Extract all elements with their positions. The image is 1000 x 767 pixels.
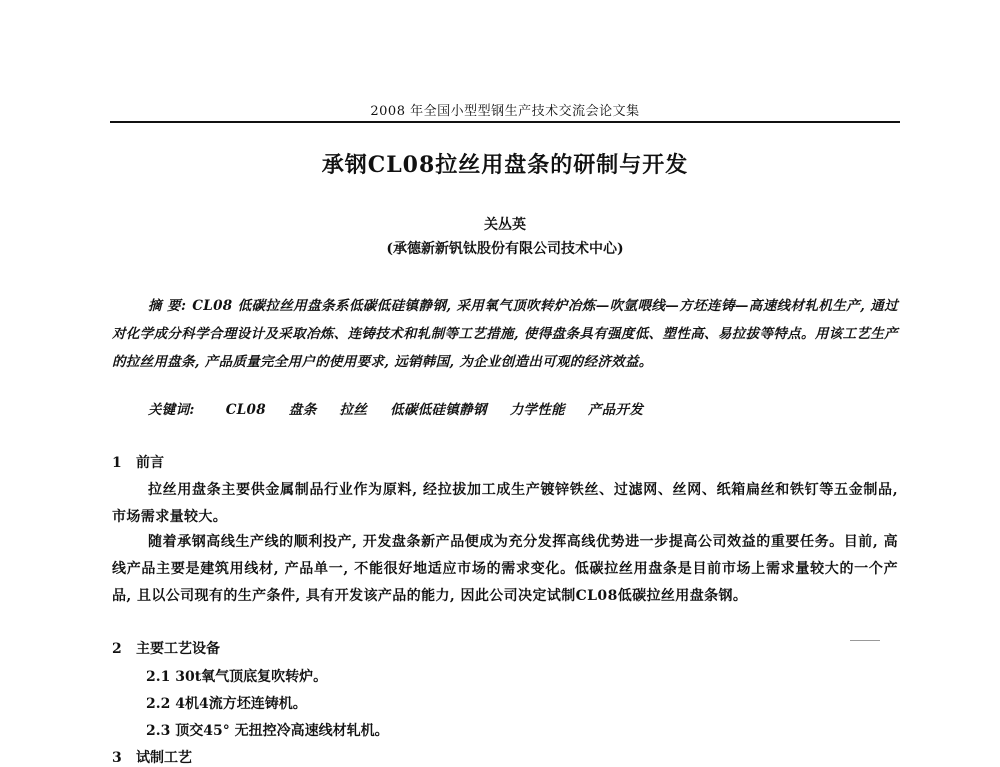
equipment-item: 2.3 顶交45° 无扭控冷高速线材轧机。	[146, 723, 389, 739]
section-title: 前言	[136, 455, 164, 471]
section-number: 2	[112, 641, 122, 657]
author-affiliation: (承德新新钒钛股份有限公司技术中心)	[386, 241, 624, 257]
abstract	[112, 292, 898, 376]
section-heading	[112, 638, 220, 658]
keyword: 拉丝	[339, 402, 368, 418]
keywords	[148, 398, 898, 418]
keywords-label: 关键词:	[148, 402, 195, 418]
header-rule	[110, 121, 900, 123]
section-title: 试制工艺	[136, 750, 192, 766]
paragraph: 随着承钢高线生产线的顺利投产, 开发盘条新产品便成为充分发挥高线优势进一步提高公司效益的重要任务。目前, 高线产品主要是建筑用线材, 产品单一, 不能很好地适应市场的需求变化。低碳拉丝用盘条是目前市场上需求量较大的一个产品, 且以公司现有的生产条件, 具有开发该产品的能力, 因此公司决定试制CL08低碳拉丝用盘条钢。	[112, 534, 898, 604]
section-heading	[112, 747, 192, 767]
paragraph: 拉丝用盘条主要供金属制品行业作为原料, 经拉拔加工成生产镀锌铁丝、过滤网、丝网、纸箱扁丝和铁钉等五金制品, 市场需求量较大。	[112, 482, 898, 525]
keyword: 产品开发	[587, 402, 644, 418]
abstract-text: CL08 低碳拉丝用盘条系低碳低硅镇静钢, 采用氧气顶吹转炉冶炼—吹氩喂线—方坯连铸—高速线材轧机生产, 通过对化学成分科学合理设计及采取冶炼、连铸技术和轧制等工艺措施, 使得盘条具有强度低、塑性高、易拉拔等特点。用该工艺生产的拉丝用盘条, 产品质量完全用户的使用要求, 远销韩国, 为企业创造出可观的经济效益。	[112, 298, 898, 370]
author-name: 关丛英	[484, 217, 526, 233]
paper-title: 承钢CL08拉丝用盘条的研制与开发	[321, 152, 689, 178]
keyword: 盘条	[288, 402, 317, 418]
keyword: 低碳低硅镇静钢	[390, 402, 487, 418]
abstract-label: 摘 要:	[148, 298, 187, 314]
scan-artifact	[850, 640, 880, 641]
running-header: 2008 年全国小型型钢生产技术交流会论文集	[370, 104, 640, 119]
section-title: 主要工艺设备	[136, 641, 220, 657]
keyword: 力学性能	[509, 402, 565, 418]
equipment-item: 2.2 4机4流方坯连铸机。	[146, 696, 307, 712]
keyword: CL08	[225, 402, 266, 418]
section-number: 1	[112, 455, 122, 471]
section-heading	[112, 452, 164, 472]
equipment-item: 2.1 30t氧气顶底复吹转炉。	[146, 669, 328, 685]
section-number: 3	[112, 750, 122, 766]
